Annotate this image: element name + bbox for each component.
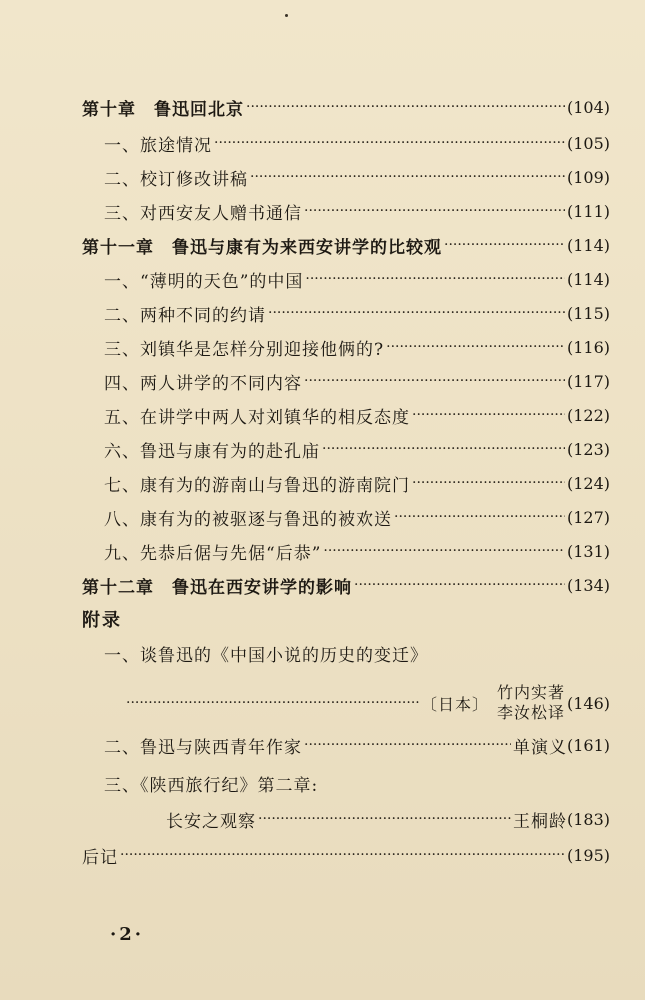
entry-authors — [497, 683, 565, 723]
entry-title: 第十章 鲁迅回北京 — [82, 99, 244, 120]
toc-entry-appendix-1-credit[interactable] — [82, 682, 610, 724]
entry-title: 三、对西安友人赠书通信 — [104, 203, 302, 224]
dot-leader — [444, 237, 565, 253]
entry-page: (116) — [566, 337, 610, 357]
dot-leader — [322, 441, 565, 457]
toc-entry[interactable] — [82, 196, 610, 226]
toc-entry-chapter-11[interactable] — [82, 230, 610, 260]
entry-translator: 李汝松译 — [496, 703, 565, 722]
dot-leader — [258, 811, 511, 827]
entry-page: (105) — [566, 133, 610, 153]
dot-leader — [246, 99, 565, 115]
entry-author: 竹内实著 — [496, 683, 565, 702]
toc-entry[interactable] — [82, 400, 610, 430]
entry-title: 六、鲁迅与康有为的赴孔庙 — [104, 441, 320, 462]
entry-page: (123) — [566, 439, 610, 459]
entry-title: 一、旅途情况 — [104, 135, 212, 156]
entry-page: (114) — [566, 235, 610, 255]
entry-title: 一、“薄明的天色”的中国 — [104, 271, 304, 292]
entry-page: (104) — [566, 97, 610, 117]
toc-entry-appendix-1[interactable] — [82, 638, 610, 668]
toc-entry[interactable] — [82, 264, 610, 294]
toc-entry[interactable] — [82, 128, 610, 158]
dot-leader — [386, 339, 565, 355]
entry-title: 五、在讲学中两人对刘镇华的相反态度 — [104, 407, 410, 428]
dot-leader — [304, 203, 565, 219]
entry-title: 七、康有为的游南山与鲁迅的游南院门 — [104, 475, 410, 496]
toc-entry-appendix-2[interactable] — [82, 730, 610, 760]
entry-page: (146) — [566, 693, 610, 713]
entry-page: (117) — [566, 371, 610, 391]
entry-page: (115) — [566, 303, 610, 323]
entry-title: 后记 — [82, 847, 118, 868]
entry-title: 二、鲁迅与陕西青年作家 — [104, 737, 302, 758]
dot-leader — [214, 135, 565, 151]
entry-page: (127) — [566, 507, 610, 527]
entry-title: 二、两种不同的约请 — [104, 305, 266, 326]
entry-origin: 〔日本〕 — [420, 694, 489, 714]
entry-page: (131) — [566, 541, 610, 561]
toc-entry-chapter-12[interactable] — [82, 570, 610, 600]
toc-entry[interactable] — [82, 468, 610, 498]
dot-leader — [305, 271, 565, 287]
entry-page: (134) — [566, 575, 610, 595]
entry-title: 九、先恭后倨与先倨“后恭” — [104, 543, 322, 564]
dot-leader — [250, 169, 565, 185]
entry-title: 二、校订修改讲稿 — [104, 169, 248, 190]
dot-leader — [412, 407, 565, 423]
entry-title: 三、《陕西旅行纪》第二章: — [104, 775, 319, 796]
entry-page: (124) — [566, 473, 610, 493]
entry-page: (161) — [566, 735, 610, 755]
toc-entry[interactable] — [82, 502, 610, 532]
dot-leader — [354, 577, 565, 593]
dot-leader — [268, 305, 565, 321]
toc-entry[interactable] — [82, 536, 610, 566]
entry-title: 一、谈鲁迅的《中国小说的历史的变迁》 — [104, 645, 428, 666]
entry-author: 单演义 — [512, 737, 567, 758]
entry-page: (183) — [566, 809, 610, 829]
dot-leader — [126, 695, 419, 711]
entry-title: 第十二章 鲁迅在西安讲学的影响 — [82, 577, 352, 598]
toc-entry[interactable] — [82, 298, 610, 328]
dot-leader — [304, 737, 511, 753]
print-speck — [285, 14, 288, 17]
appendix-heading-text: 附录 — [82, 610, 122, 631]
toc-entry[interactable] — [82, 434, 610, 464]
toc-entry[interactable] — [82, 162, 610, 192]
toc-entry-afterword[interactable] — [82, 840, 610, 870]
entry-page: (122) — [566, 405, 610, 425]
dot-leader — [412, 475, 565, 491]
entry-title: 三、刘镇华是怎样分别迎接他俩的? — [104, 339, 385, 360]
entry-subtitle: 长安之观察 — [166, 811, 256, 832]
dot-leader — [323, 543, 565, 559]
toc-entry[interactable] — [82, 366, 610, 396]
toc-entry-appendix-3[interactable] — [82, 768, 610, 798]
page-number: ·2· — [110, 924, 145, 945]
entry-page: (114) — [566, 269, 610, 289]
entry-title: 第十一章 鲁迅与康有为来西安讲学的比较观 — [82, 237, 442, 258]
entry-author: 王桐龄 — [512, 811, 567, 832]
appendix-heading — [82, 604, 610, 634]
entry-page: (195) — [566, 845, 610, 865]
toc-entry[interactable] — [82, 332, 610, 362]
entry-page: (111) — [566, 201, 610, 221]
entry-title: 八、康有为的被驱逐与鲁迅的被欢送 — [104, 509, 392, 530]
toc-entry-appendix-3-sub[interactable] — [82, 804, 610, 834]
toc-entry-chapter-10[interactable] — [82, 92, 610, 122]
dot-leader — [394, 509, 565, 525]
entry-page: (109) — [566, 167, 610, 187]
dot-leader — [120, 847, 565, 863]
entry-title: 四、两人讲学的不同内容 — [104, 373, 302, 394]
dot-leader — [304, 373, 565, 389]
